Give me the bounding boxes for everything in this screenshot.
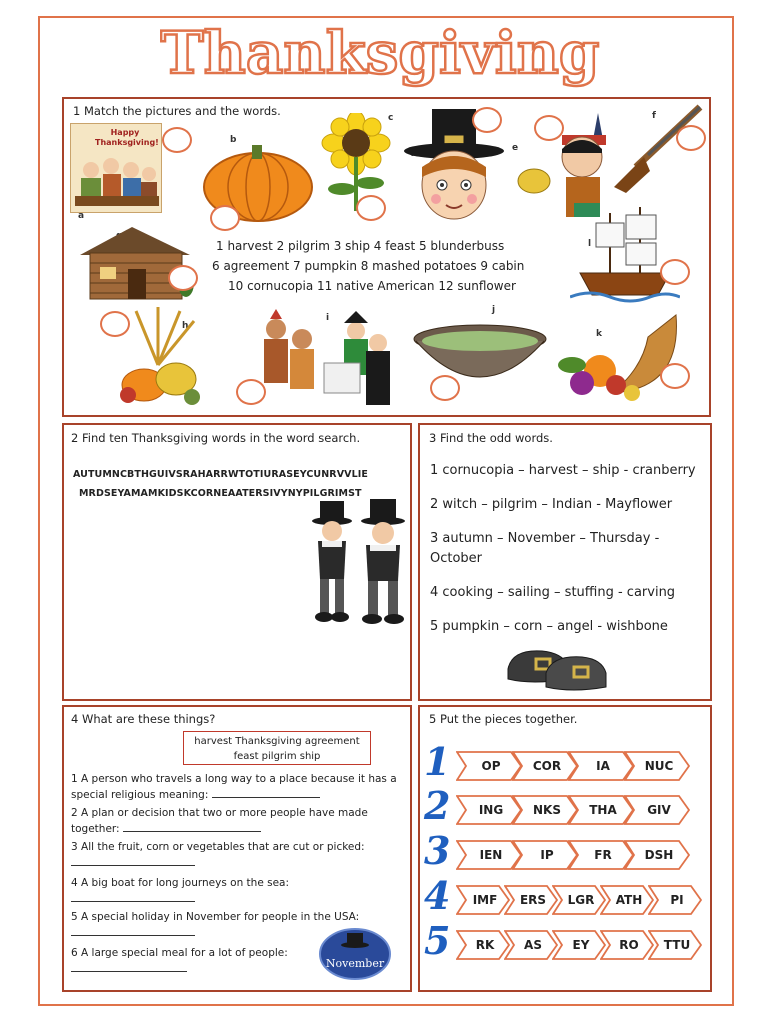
puzzle-piece[interactable]	[456, 885, 510, 915]
puzzle-row-4	[456, 885, 700, 915]
odd-word-item-1: 1 cornucopia – harvest – ship - cranberry	[430, 463, 696, 478]
word-list-line-2: 6 agreement 7 pumpkin 8 mashed potatoes 9 cabin	[212, 259, 525, 273]
section5-instruction: 5 Put the pieces together.	[429, 712, 578, 726]
answer-circle-c[interactable]	[356, 195, 386, 221]
answer-blank-5[interactable]	[71, 925, 195, 936]
puzzle-piece[interactable]	[648, 930, 702, 960]
puzzle-piece[interactable]	[504, 930, 558, 960]
puzzle-piece[interactable]	[624, 840, 690, 870]
row-number-1: 1	[424, 739, 451, 784]
puzzle-piece-label: NKS	[533, 803, 561, 817]
puzzle-piece[interactable]	[552, 930, 606, 960]
svg-text:Thanksgiving: Thanksgiving	[160, 19, 600, 87]
row-number-5: 5	[424, 918, 451, 963]
answer-circle-b[interactable]	[210, 205, 240, 231]
section2-instruction: 2 Find ten Thanksgiving words in the word search.	[71, 431, 361, 445]
puzzle-piece[interactable]	[624, 751, 690, 781]
section-puzzle-pieces	[418, 705, 712, 992]
puzzle-piece-label: TTU	[663, 938, 691, 952]
answer-blank-6[interactable]	[71, 961, 187, 972]
puzzle-piece-label: PI	[670, 893, 684, 907]
cornucopia-icon	[552, 309, 682, 409]
sunflower-icon	[316, 113, 396, 213]
puzzle-row-1	[456, 751, 700, 781]
puzzle-piece-label: RO	[619, 938, 639, 952]
two-pilgrims-icon	[308, 497, 408, 629]
picture-label-k: k	[596, 329, 602, 339]
puzzle-row-3	[456, 840, 700, 870]
section-match-pictures	[62, 97, 711, 417]
puzzle-piece-label: AS	[524, 938, 542, 952]
cabin-icon	[76, 223, 194, 303]
definition-4: 4 A big boat for long journeys on the sea:	[71, 875, 401, 907]
section4-instruction: 4 What are these things?	[71, 712, 216, 726]
puzzle-piece[interactable]	[600, 885, 654, 915]
puzzle-piece-label: ERS	[519, 893, 547, 907]
puzzle-piece-label: COR	[532, 759, 562, 773]
definition-5: 5 A special holiday in November for people in the USA:	[71, 909, 401, 941]
answer-circle-f[interactable]	[676, 125, 706, 151]
puzzle-piece-label: IEN	[479, 848, 503, 862]
svg-text:November: November	[325, 957, 385, 970]
answer-circle-e[interactable]	[534, 115, 564, 141]
answer-circle-d[interactable]	[472, 107, 502, 133]
picture-label-f: f	[652, 111, 656, 121]
section1-instruction: 1 Match the pictures and the words.	[73, 104, 281, 118]
picture-a-card	[70, 123, 162, 213]
puzzle-piece[interactable]	[624, 795, 690, 825]
definition-3: 3 All the fruit, corn or vegetables that are cut or picked:	[71, 839, 401, 871]
picture-label-j: j	[492, 305, 496, 315]
harvest-icon	[106, 305, 210, 409]
section3-instruction: 3 Find the odd words.	[429, 431, 553, 445]
word-list-line-1: 1 harvest 2 pilgrim 3 ship 4 feast 5 blunderbuss	[216, 239, 505, 253]
november-badge-icon	[318, 927, 392, 981]
odd-word-item-4: 4 cooking – sailing – stuffing - carving	[430, 585, 676, 600]
picture-label-l: l	[588, 239, 592, 249]
odd-word-item-5: 5 pumpkin – corn – angel - wishbone	[430, 619, 668, 634]
word-list-line-3: 10 cornucopia 11 native American 12 sunflower	[228, 279, 516, 293]
picture-label-b: b	[230, 135, 237, 145]
puzzle-piece[interactable]	[600, 930, 654, 960]
definition-6: 6 A large special meal for a lot of people:	[71, 945, 321, 977]
puzzle-piece[interactable]	[552, 885, 606, 915]
ship-icon	[570, 203, 680, 303]
word-search-line-2: MRDSEYAMAMKIDSKCORNEAATERSIVYNYPILGRIMST	[79, 488, 362, 499]
section-odd-words	[418, 423, 712, 701]
section-definitions	[62, 705, 412, 992]
puzzle-piece-label: IA	[596, 759, 610, 773]
answer-circle-i[interactable]	[236, 379, 266, 405]
answer-circle-g[interactable]	[168, 265, 198, 291]
puzzle-piece-label: ING	[478, 803, 504, 817]
word-bank-line-2: feast pilgrim ship	[233, 751, 321, 762]
pilgrim-shoes-icon	[502, 639, 612, 695]
puzzle-piece-label: FR	[594, 848, 612, 862]
puzzle-piece-label: THA	[589, 803, 617, 817]
puzzle-piece-label: DSH	[644, 848, 674, 862]
picture-label-h: h	[182, 321, 189, 331]
row-number-3: 3	[424, 828, 451, 873]
card-text: Happy Thanksgiving!	[95, 128, 159, 147]
puzzle-piece-label: RK	[475, 938, 495, 952]
answer-blank-2[interactable]	[123, 821, 261, 832]
puzzle-piece-label: OP	[481, 759, 501, 773]
puzzle-row-2	[456, 795, 700, 825]
odd-word-item-2: 2 witch – pilgrim – Indian - Mayflower	[430, 497, 673, 512]
answer-circle-j[interactable]	[430, 375, 460, 401]
answer-blank-1[interactable]	[212, 787, 320, 798]
puzzle-piece[interactable]	[504, 885, 558, 915]
puzzle-piece-label: LGR	[567, 893, 595, 907]
definition-1: 1 A person who travels a long way to a place because it has a special religious meaning:	[71, 773, 397, 801]
answer-circle-l[interactable]	[660, 259, 690, 285]
section-word-search	[62, 423, 412, 701]
puzzle-piece-label: NUC	[644, 759, 674, 773]
puzzle-row-5	[456, 930, 700, 960]
puzzle-piece[interactable]	[648, 885, 702, 915]
picture-label-e: e	[512, 143, 519, 153]
word-search-line-1: AUTUMNCBTHGUIVSRAHARRWTOTIURASEYCUNRVVLIE	[73, 469, 368, 480]
word-bank-line-1: harvest Thanksgiving agreement	[194, 736, 360, 747]
answer-circle-k[interactable]	[660, 363, 690, 389]
odd-word-item-3: 3 autumn – November – Thursday - October	[430, 531, 660, 566]
puzzle-piece-label: IP	[540, 848, 554, 862]
puzzle-piece-label: EY	[572, 938, 590, 952]
puzzle-piece-label: IMF	[472, 893, 498, 907]
answer-circle-a[interactable]	[162, 127, 192, 153]
row-number-2: 2	[424, 783, 451, 828]
puzzle-piece-label: GIV	[647, 803, 671, 817]
pilgrims-and-natives-icon	[246, 309, 396, 409]
row-number-4: 4	[424, 873, 451, 918]
answer-blank-4[interactable]	[71, 891, 195, 902]
puzzle-piece-label: ATH	[615, 893, 643, 907]
picture-label-i: i	[326, 313, 330, 323]
page-title	[160, 18, 600, 88]
picture-label-a: a	[78, 211, 85, 221]
definition-2: 2 A plan or decision that two or more people have made together:	[71, 807, 368, 835]
word-bank-box	[183, 731, 371, 765]
picture-label-c: c	[388, 113, 394, 123]
answer-blank-3[interactable]	[71, 855, 195, 866]
puzzle-piece[interactable]	[456, 930, 510, 960]
